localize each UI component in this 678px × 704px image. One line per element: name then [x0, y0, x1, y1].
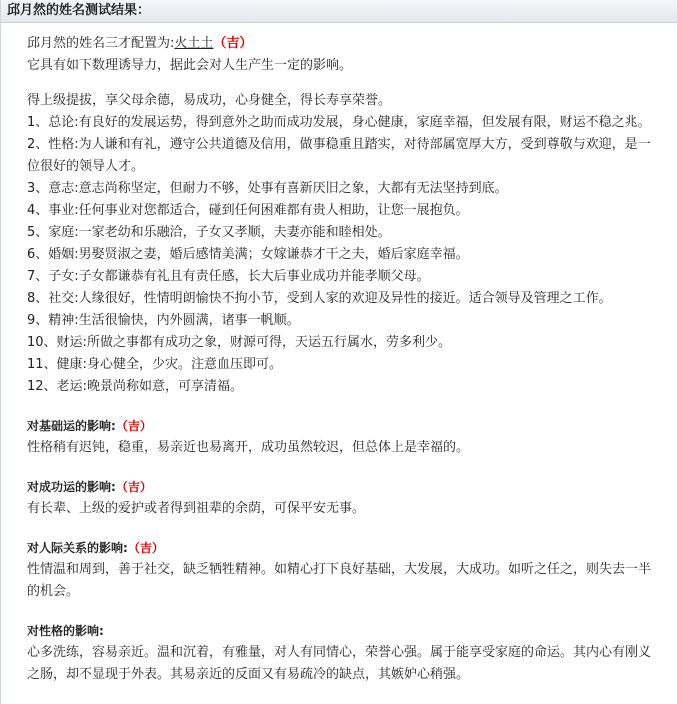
- item-text: 人缘很好，性情明朗愉快不拘小节，受到人家的欢迎及异性的接近。适合领导及管理之工作。: [78, 291, 612, 306]
- item-label: 婚姻:: [48, 247, 79, 262]
- list-item: [27, 288, 677, 310]
- item-text: 一家老幼和乐融洽，子女又孝顺，夫妻亦能和睦相处。: [78, 225, 391, 240]
- item-label: 事业:: [48, 203, 79, 218]
- item-text: 任何事业对您都适合，碰到任何困难都有贵人相助，让您一展抱负。: [78, 203, 469, 218]
- list-item: [27, 134, 677, 178]
- item-text: 所做之事都有成功之象，财源可得，天运五行属水，劳多利少。: [86, 335, 451, 350]
- section-title-text: 对人际关系的影响:: [27, 541, 128, 555]
- intro-line-1: [27, 33, 677, 55]
- item-num: 1、: [27, 115, 49, 130]
- section-title-text: 对成功运的影响:: [27, 480, 116, 494]
- section-title: [27, 415, 677, 437]
- item-list: [27, 112, 677, 398]
- item-label: 社交:: [48, 291, 79, 306]
- item-label: 老运:: [56, 379, 87, 394]
- list-item: [27, 200, 677, 222]
- header-title: 邱月然的姓名测试结果：: [7, 3, 151, 18]
- item-text: 晚景尚称如意，可享清福。: [86, 379, 243, 394]
- item-num: 4、: [27, 203, 49, 218]
- item-num: 12、: [27, 379, 57, 394]
- item-num: 9、: [27, 313, 49, 328]
- section-personality: [27, 620, 677, 686]
- item-num: 7、: [27, 269, 49, 284]
- list-item: [27, 332, 677, 354]
- item-num: 8、: [27, 291, 49, 306]
- summary-text: 得上级提拔，享父母余德，易成功，心身健全，得长寿享荣誉。: [27, 93, 392, 108]
- list-item: [27, 266, 677, 288]
- section-relationship: [27, 537, 677, 603]
- item-num: 11、: [27, 357, 57, 372]
- section-title: [27, 537, 677, 559]
- section-rating: （吉）: [115, 419, 152, 433]
- list-item: [27, 310, 677, 332]
- item-text: 意志尚称坚定，但耐力不够，处事有喜新厌旧之象，大都有无法坚持到底。: [78, 181, 508, 196]
- section-success-luck: [27, 476, 677, 520]
- list-item: [27, 112, 677, 134]
- item-label: 总论:: [48, 115, 79, 130]
- item-label: 精神:: [48, 313, 79, 328]
- item-label: 性格:: [48, 137, 79, 152]
- item-text: 生活很愉快，内外圆满，诸事一帆顺。: [78, 313, 300, 328]
- section-title-text: 对性格的影响:: [27, 624, 104, 638]
- list-item: [27, 222, 677, 244]
- result-content: [1, 23, 677, 686]
- item-label: 健康:: [56, 357, 87, 372]
- intro-line-2: 它具有如下数理诱导力，据此会对人生产生一定的影响。: [27, 58, 353, 73]
- section-rating: （吉）: [127, 541, 164, 555]
- item-num: 5、: [27, 225, 49, 240]
- item-num: 3、: [27, 181, 49, 196]
- section-text: 心多洗练，容易亲近。温和沉着，有雅量，对人有同情心，荣誉心强。属于能享受家庭的命运。其内心有刚义之肠，却不显现于外表。其易亲近的反面又有易疏冷的缺点，其嫉妒心稍强。: [27, 645, 652, 682]
- item-num: 10、: [27, 335, 57, 350]
- section-text: 性情温和周到，善于社交，缺乏牺牲精神。如精心打下良好基础，大发展，大成功。如听之任之，则失去一半的机会。: [27, 562, 652, 599]
- item-text: 有良好的发展运势，得到意外之助而成功发展，身心健康，家庭幸福，但发展有限，财运不稳之兆。: [78, 115, 651, 130]
- item-label: 子女:: [48, 269, 79, 284]
- section-title: [27, 476, 677, 498]
- list-item: [27, 178, 677, 200]
- item-text: 子女都谦恭有礼且有责任感，长大后事业成功并能孝顺父母。: [78, 269, 430, 284]
- section-basic-luck: [27, 415, 677, 459]
- sancai-config-link[interactable]: 火土土: [174, 36, 214, 51]
- item-num: 6、: [27, 247, 49, 262]
- item-text: 为人谦和有礼，遵守公共道德及信用，做事稳重且踏实，对待部属宽厚大方，受到尊敬与欢迎，是一位很好的领导人才。: [27, 137, 651, 174]
- list-item: [27, 376, 677, 398]
- section-title-text: 对基础运的影响:: [27, 419, 116, 433]
- sancai-rating: （吉）: [213, 36, 253, 51]
- section-text: 性格稍有迟钝，稳重，易亲近也易离开，成功虽然较迟，但总体上是幸福的。: [27, 440, 470, 455]
- section-rating: （吉）: [115, 480, 152, 494]
- list-item: [27, 354, 677, 376]
- item-text: 身心健全，少灾。注意血压即可。: [86, 357, 282, 372]
- item-label: 财运:: [56, 335, 87, 350]
- item-text: 男娶贤淑之妻，婚后感情美满；女嫁谦恭才干之夫，婚后家庭幸福。: [78, 247, 469, 262]
- item-label: 家庭:: [48, 225, 79, 240]
- item-num: 2、: [27, 137, 49, 152]
- section-text: 有长辈、上级的爱护或者得到祖辈的余荫，可保平安无事。: [27, 501, 366, 516]
- intro-prefix: 邱月然的姓名三才配置为:: [27, 36, 175, 51]
- panel-header: [1, 0, 677, 23]
- list-item: [27, 244, 677, 266]
- section-title: [27, 620, 677, 642]
- item-label: 意志:: [48, 181, 79, 196]
